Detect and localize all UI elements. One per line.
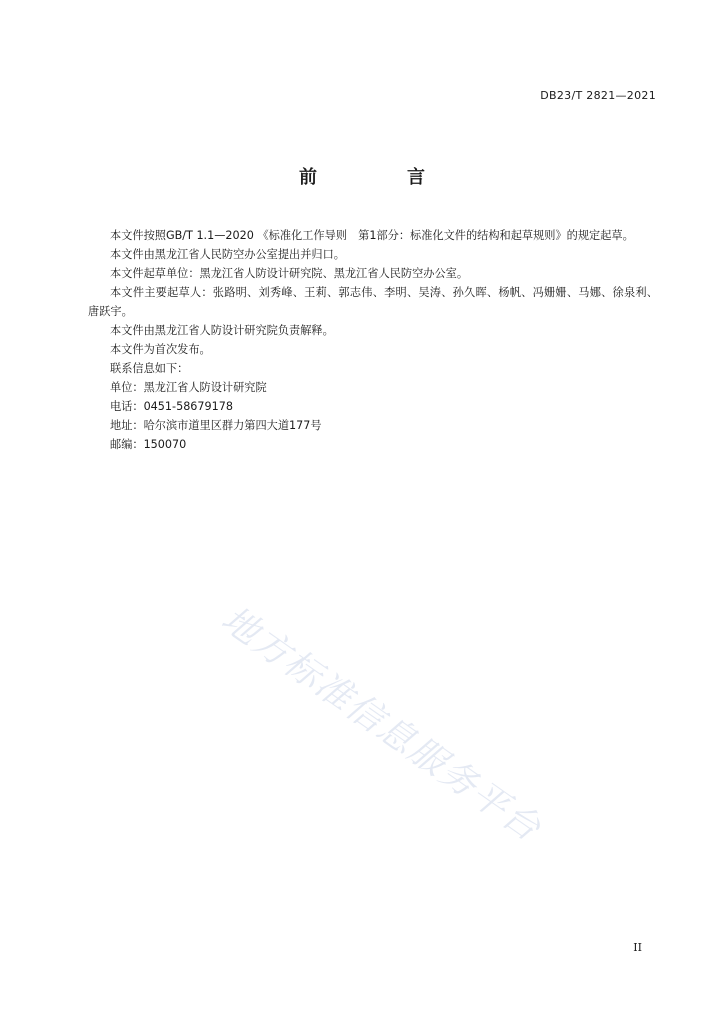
paragraph-drafting-rules: 本文件按照GB/T 1.1—2020 《标准化工作导则 第1部分：标准化文件的结构和起草规则》的规定起草。 bbox=[110, 229, 634, 242]
paragraph-drafting-units: 本文件起草单位：黑龙江省人防设计研究院、黑龙江省人民防空办公室。 bbox=[110, 267, 469, 280]
paragraph-contact-unit: 单位：黑龙江省人防设计研究院 bbox=[110, 381, 267, 394]
foreword-body bbox=[88, 226, 658, 454]
paragraph-contact-postcode: 邮编：150070 bbox=[110, 438, 187, 451]
document-code: DB23/T 2821—2021 bbox=[540, 89, 656, 102]
watermark: 地方标准信息服务平台 bbox=[213, 598, 549, 851]
paragraph-contact-phone: 电话：0451-58679178 bbox=[110, 400, 234, 413]
paragraph-contact-intro: 联系信息如下： bbox=[110, 362, 189, 375]
paragraph-drafters: 本文件主要起草人：张路明、刘秀峰、王莉、郭志伟、李明、吴涛、孙久晖、杨帆、冯姗姗、马娜、徐泉利、唐跃宇。 bbox=[88, 286, 658, 318]
page-title: 前 言 bbox=[299, 167, 461, 188]
paragraph-contact-address: 地址：哈尔滨市道里区群力第四大道177号 bbox=[110, 419, 322, 432]
paragraph-first-release: 本文件为首次发布。 bbox=[110, 343, 211, 356]
paragraph-interpretation: 本文件由黑龙江省人防设计研究院负责解释。 bbox=[110, 324, 334, 337]
page-number: II bbox=[633, 941, 642, 954]
paragraph-proposer: 本文件由黑龙江省人民防空办公室提出并归口。 bbox=[110, 248, 345, 261]
